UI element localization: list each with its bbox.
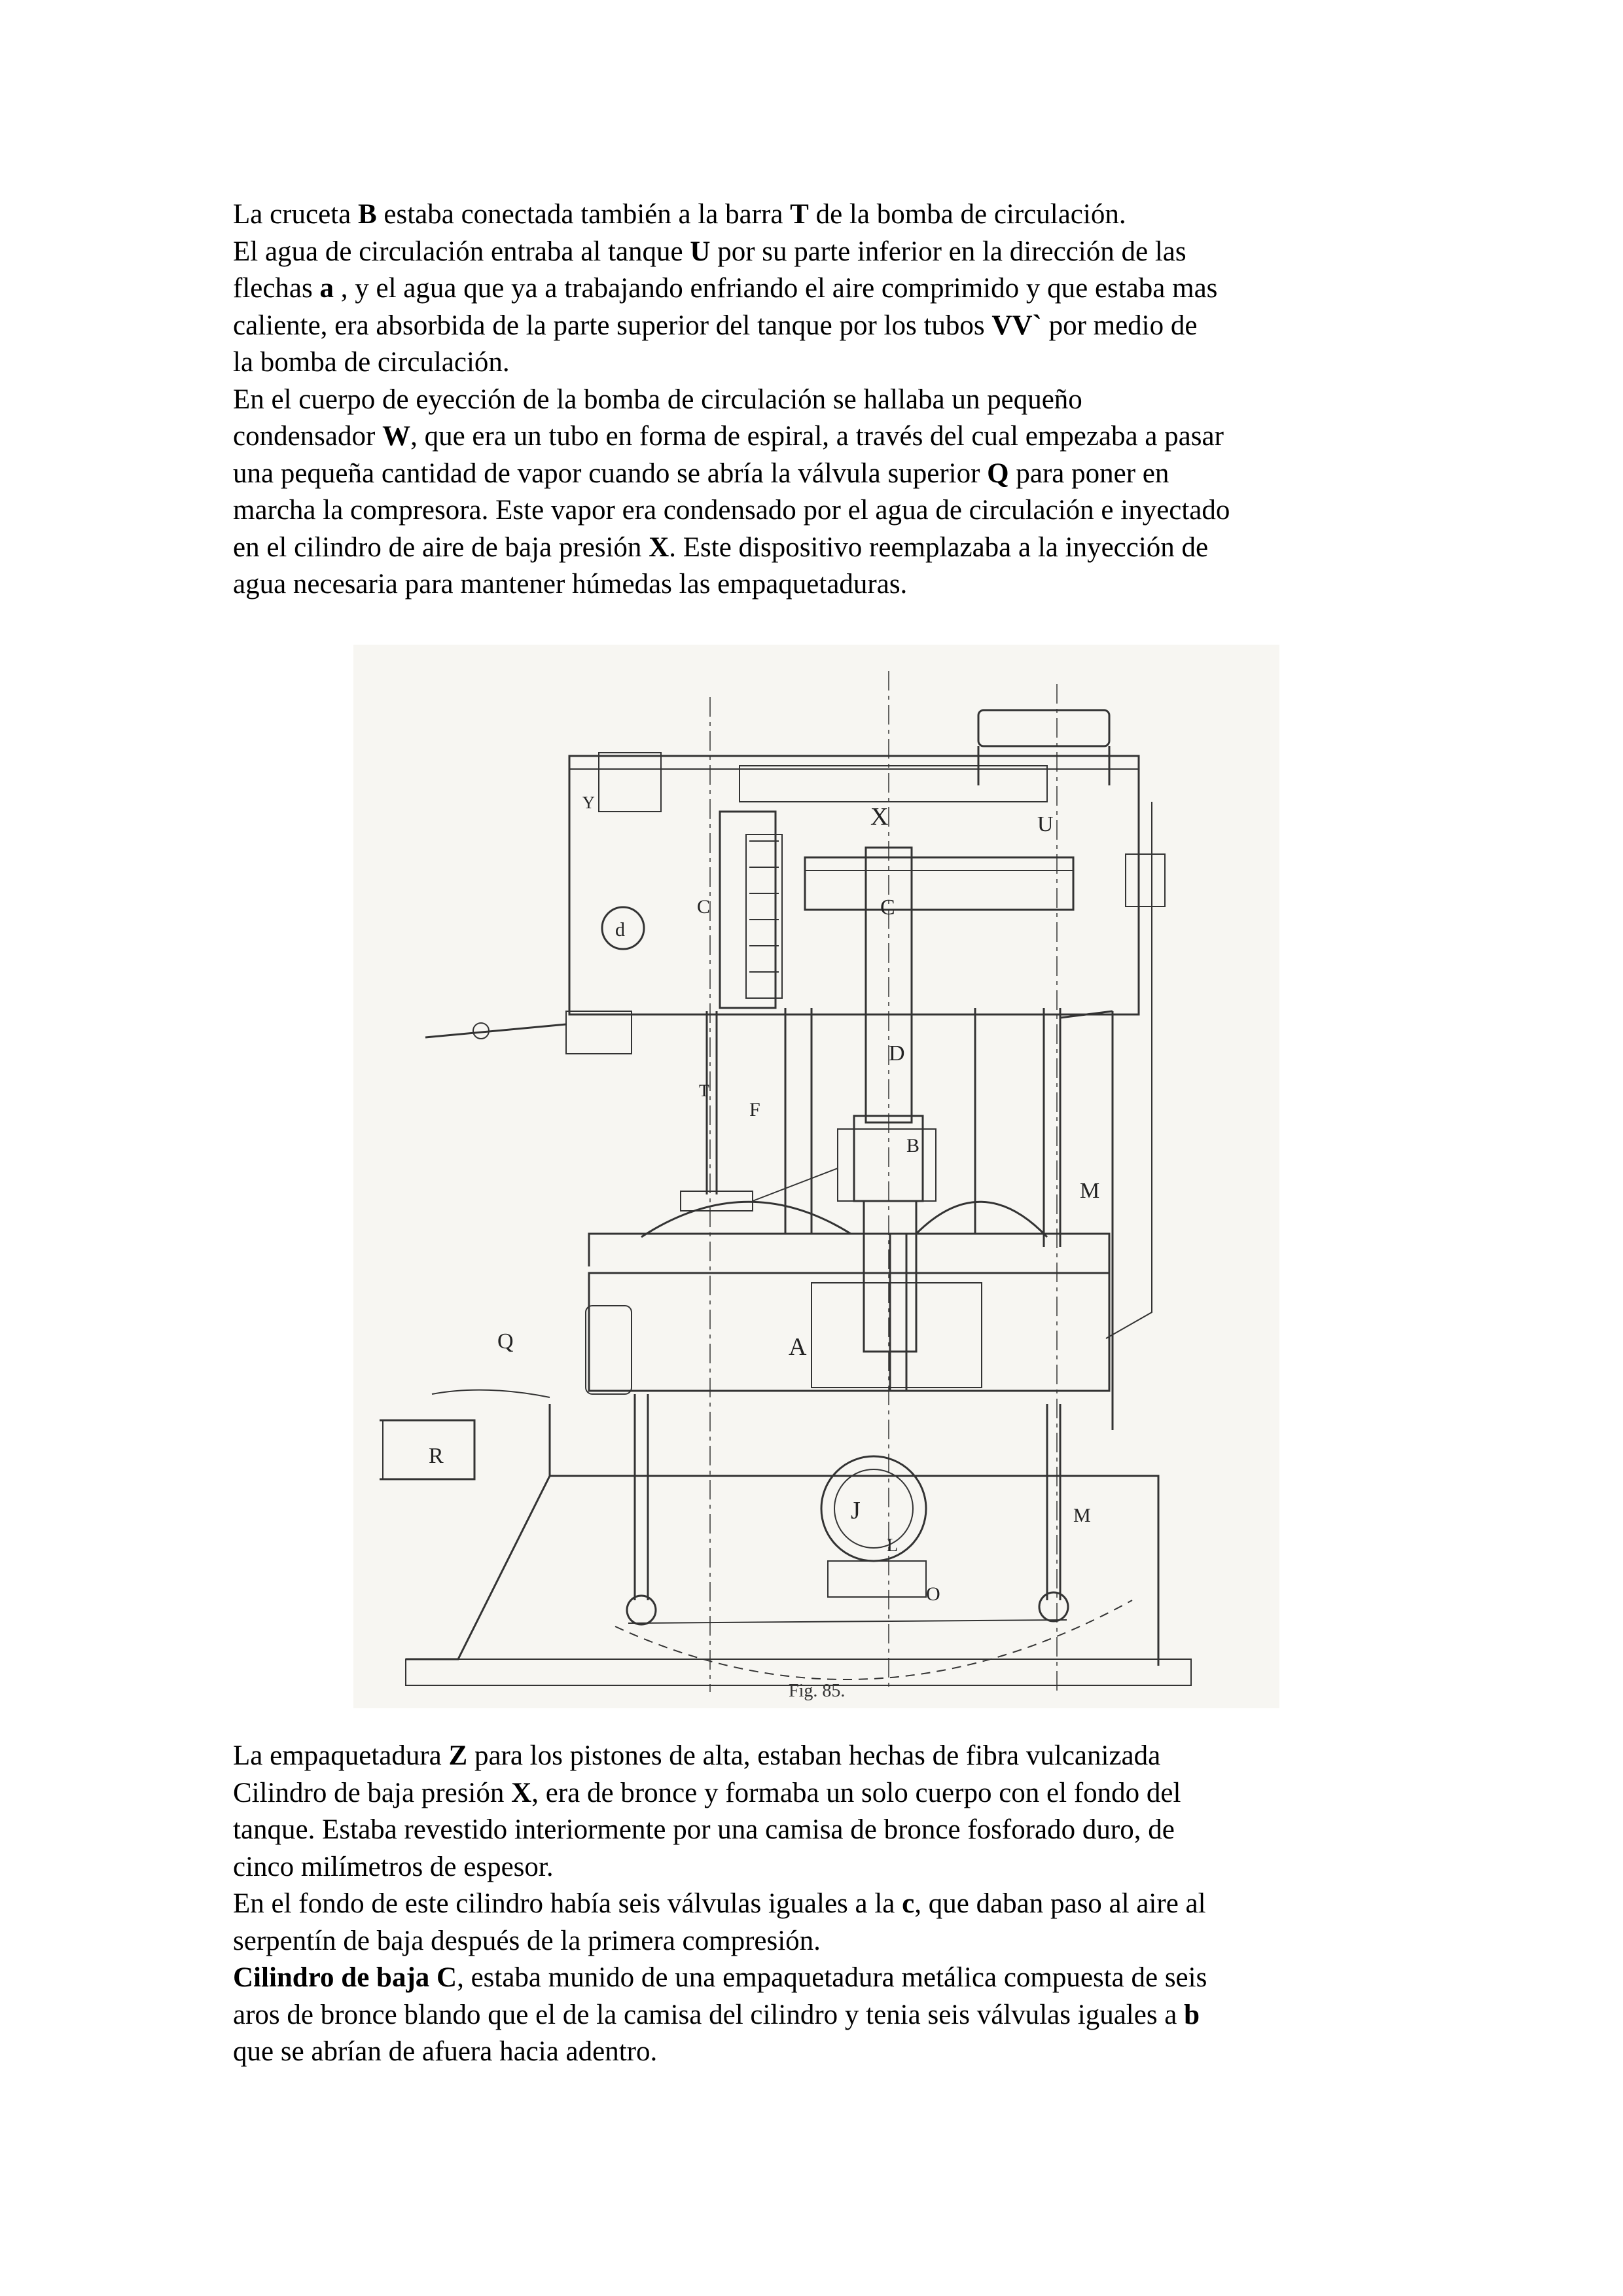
label-A: A: [789, 1333, 807, 1361]
label-F: F: [749, 1099, 760, 1121]
text-line: caliente, era absorbida de la parte superior del tanque por los tubos VV` por medio de: [233, 310, 1198, 341]
text-line: en el cilindro de aire de baja presión X. Este dispositivo reemplazaba a la inyección de: [233, 531, 1209, 563]
text-line: condensador W, que era un tubo en forma de espiral, a través del cual empezaba a pasar: [233, 421, 1224, 452]
label-O: O: [926, 1583, 940, 1605]
text-line: la bomba de circulación.: [233, 347, 510, 378]
label-R: R: [429, 1444, 444, 1468]
label-J: J: [851, 1497, 861, 1524]
text-line: agua necesaria para mantener húmedas las empaquetaduras.: [233, 569, 908, 600]
label-M-upper: M: [1080, 1179, 1100, 1203]
bottom-paragraph: [233, 1738, 1424, 2071]
text-line: aros de bronce blando que el de la camisa del cilindro y tenia seis válvulas iguales a b: [233, 1999, 1200, 2030]
text-line: Cilindro de baja presión X, era de bronce y formaba un solo cuerpo con el fondo del: [233, 1777, 1181, 1808]
label-B: B: [906, 1135, 920, 1157]
label-D: D: [889, 1041, 905, 1066]
label-U: U: [1037, 812, 1054, 836]
label-d: d: [615, 919, 625, 941]
label-C-upper: C: [880, 895, 895, 920]
compressor-diagram-figure: [353, 645, 1279, 1708]
top-paragraph: [233, 196, 1424, 603]
label-C-left: C: [697, 896, 711, 918]
label-Y: Y: [582, 793, 595, 812]
text-line: flechas a , y el agua que ya a trabajando enfriando el aire comprimido y que estaba mas: [233, 273, 1218, 304]
text-line: La empaquetadura Z para los pistones de alta, estaban hechas de fibra vulcanizada: [233, 1740, 1161, 1771]
text-line: marcha la compresora. Este vapor era condensado por el agua de circulación e inyectado: [233, 495, 1230, 526]
water-tank: [569, 756, 1139, 1014]
compressor-cross-section-drawing: [353, 645, 1279, 1708]
text-line: que se abrían de afuera hacia adentro.: [233, 2036, 658, 2067]
label-M-lower: M: [1073, 1505, 1091, 1526]
label-T: T: [699, 1081, 709, 1100]
label-X: X: [870, 803, 889, 831]
label-Q: Q: [497, 1329, 514, 1354]
text-line: En el cuerpo de eyección de la bomba de circulación se hallaba un pequeño: [233, 384, 1082, 415]
text-line: serpentín de baja después de la primera compresión.: [233, 1925, 821, 1956]
text-line: tanque. Estaba revestido interiormente por una camisa de bronce fosforado duro, de: [233, 1814, 1175, 1845]
text-line: cinco milímetros de espesor.: [233, 1851, 554, 1882]
text-line: El agua de circulación entraba al tanque U por su parte inferior en la dirección de las: [233, 236, 1186, 267]
text-line: La cruceta B estaba conectada también a la barra T de la bomba de circulación.: [233, 199, 1126, 230]
text-line: Cilindro de baja C, estaba munido de una empaquetadura metálica compuesta de seis: [233, 1962, 1207, 1993]
label-L: L: [887, 1535, 899, 1556]
text-line: una pequeña cantidad de vapor cuando se abría la válvula superior Q para poner en: [233, 457, 1169, 489]
figure-caption: Fig. 85.: [789, 1681, 846, 1701]
text-line: En el fondo de este cilindro había seis válvulas iguales a la c, que daban paso al aire al: [233, 1888, 1206, 1919]
